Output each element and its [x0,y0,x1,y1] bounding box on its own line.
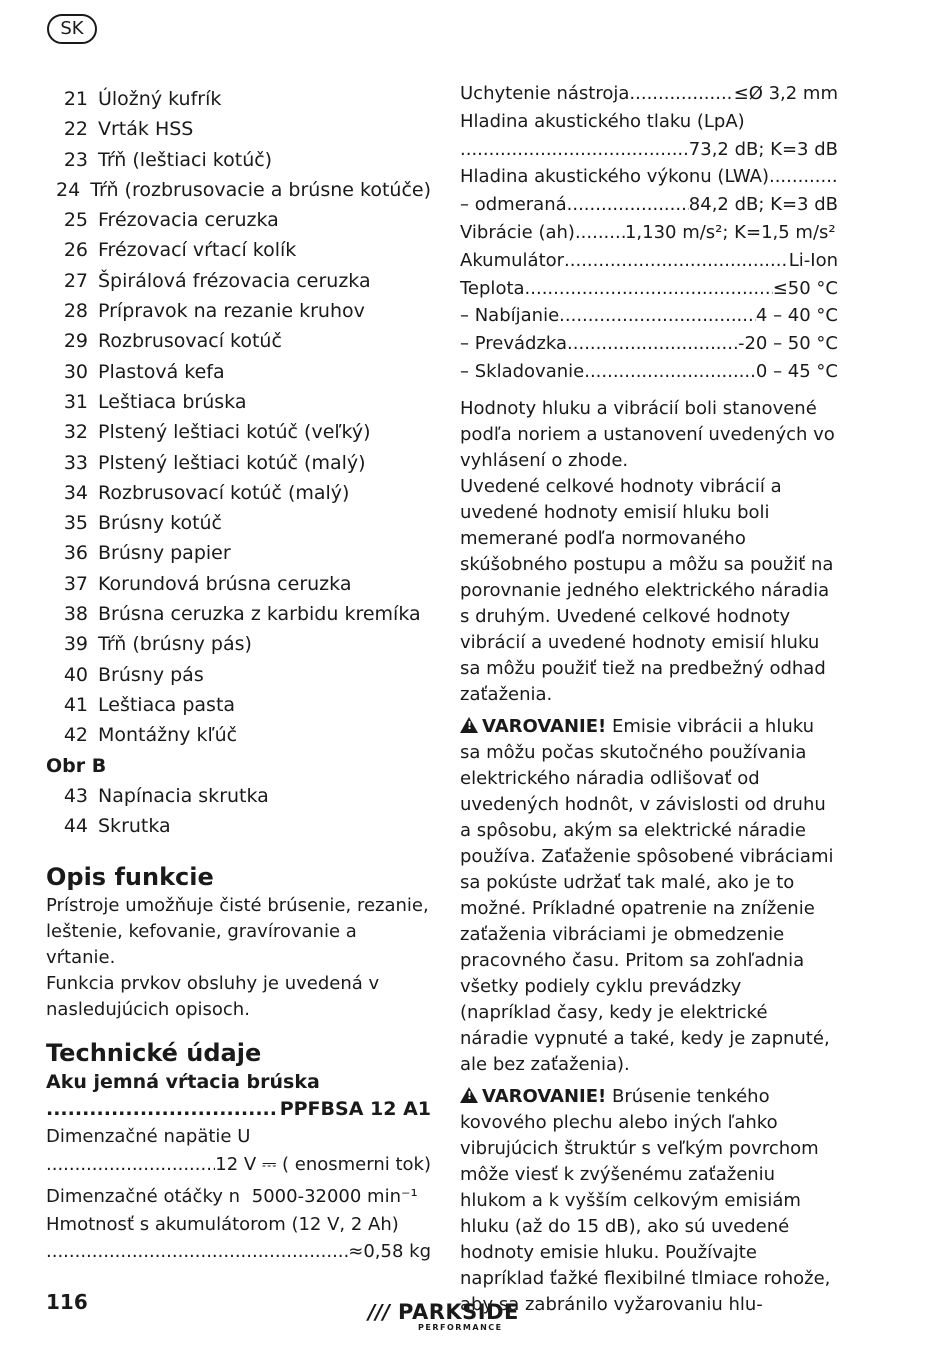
spec-power [460,191,838,219]
list-item [46,145,431,175]
item-number: 29 [63,330,88,353]
item-number: 34 [63,481,88,504]
spec-tool [460,80,838,108]
item-number: 41 [63,693,88,716]
model-line [46,1096,431,1123]
list-item [46,660,431,690]
warning-triangle-icon [460,1087,478,1103]
item-label: Tŕň (rozbrusovacie a brúsne kotúče) [90,178,431,201]
list-item [46,569,431,599]
item-label: Frézovací vŕtací kolík [98,239,297,262]
item-label: Leštiaca brúska [98,390,247,413]
list-item [46,296,431,326]
spec-value: Li-Ion [788,249,838,271]
noise-note-paragraph: Hodnoty hluku a vibrácií boli stanovené podľa noriem a ustanovení uvedených vo vyhlásení o zhode. [460,397,835,471]
warning-text: Emisie vibrácii a hluku sa môžu počas skutočného používania elektrického náradia odlišovať od uvedených hodnôt, v závislosti od druhu a spôsobu, akým sa elektrické náradie používa. Zaťaženie spôsobené vibráciami sa pokúste udržať tak malé, ako je to možné. Príkladné opatrenie na zníženie zaťaženia vibráciami je obmedzenie pracovného času. Pritom sa zohľadnia všetky podiely cyklu prevádzky (napríklad časy, kedy je elektrické náradie vypnuté a také, kedy je zapnuté, ale bez zaťaženia). [460,715,834,1075]
leader-dots [567,191,689,219]
item-number: 43 [63,784,88,807]
leader-dots [46,1096,276,1123]
list-item [46,690,431,720]
list-item [46,781,431,811]
spec-value: 73,2 dB; K=3 dB [688,138,838,160]
spec-label: Hladina akustického výkonu (LWA) [460,166,769,188]
list-item [46,629,431,659]
item-label: Brúsny pás [98,663,204,686]
item-label: Špirálová frézovacia ceruzka [98,269,371,292]
spec-pressure-label: Hladina akustického tlaku (LpA) [460,110,745,132]
item-number: 21 [63,88,88,110]
tech-heading: Technické údaje [46,1039,262,1068]
model-number: PPFBSA 12 A1 [279,1098,431,1121]
weight-label: Hmotnosť s akumulátorom (12 V, 2 Ah) [46,1213,399,1235]
spec-battery [460,247,838,275]
spec-value: 84,2 dB; K=3 dB [688,194,838,216]
list-item [46,417,431,447]
vibration-note-paragraph: Uvedené celkové hodnoty vibrácií a uvedené hodnoty emisií hluku boli memerané podľa normovaného skúšobného postupu a môžu sa použiť na porovnanie jedného elektrického náradia s druhým. Uvedené celkové hodnoty vibrácií a uvedené hodnoty emisií hluku sa môžu použiť tiež na predbežný odhad zaťaženia. [460,475,834,705]
item-number: 30 [63,360,88,383]
spec-label: Vibrácie (ah) [460,221,575,243]
list-item [46,599,431,629]
item-number: 27 [63,269,88,292]
item-number: 37 [63,572,88,595]
spec-value: 1,130 m/s²; K=1,5 m/s² [624,221,836,243]
item-label: Tŕň (brúsny pás) [98,633,252,656]
language-badge: SK [47,14,97,44]
list-item [46,448,431,478]
right-column [460,80,838,1318]
item-label: Rozbrusovací kotúč (malý) [98,481,350,504]
item-label: Brúsny papier [98,542,231,565]
spec-pressure [460,136,838,164]
weight-spec [46,1211,431,1267]
leader-dots [575,219,625,247]
item-label: Brúsny kotúč [98,512,223,535]
weight-value: ≈0,58 kg [348,1241,431,1263]
spec-operation [460,330,838,358]
spec-label: – odmeraná [460,194,567,216]
item-label: Brúsna ceruzka z karbidu kremíka [98,603,421,626]
item-number: 35 [63,512,88,535]
item-number: 22 [63,118,88,141]
item-label: Plastová kefa [98,360,225,383]
list-item [46,720,431,750]
obr-b-heading: Obr B [46,754,107,777]
logo-stripes: /// [368,1300,390,1324]
item-number: 44 [63,814,88,837]
item-number: 26 [63,239,88,262]
list-item [46,326,431,356]
parkside-logo [368,1300,518,1334]
parts-list [46,84,431,751]
item-label: Tŕň (leštiaci kotúč) [98,148,273,171]
list-item [46,84,431,114]
item-number: 36 [63,542,88,565]
spec-power-label-row [460,163,838,191]
item-label: Leštiaca pasta [98,693,236,716]
item-number: 33 [63,451,88,474]
list-item [46,175,431,205]
warning-label: VAROVANIE! [482,715,607,737]
spec-charging [460,302,838,330]
item-label: Vrták HSS [98,118,194,141]
list-item [46,114,431,144]
leader-dots [629,80,733,108]
list-item [46,266,431,296]
obr-b-list [46,781,431,842]
item-number: 42 [63,724,88,747]
speed-value: 5000-32000 min⁻¹ [251,1185,418,1207]
logo-brand: PARKSIDE [398,1300,519,1324]
leader-dots [525,275,773,303]
spec-temperature [460,275,838,303]
leader-dots [559,302,756,330]
item-number: 40 [63,663,88,686]
opis-paragraph-1: Prístroje umožňuje čisté brúsenie, rezanie, leštenie, kefovanie, gravírovanie a vŕtanie. [46,895,429,969]
leader-dots [584,358,756,386]
list-item [46,508,431,538]
speed-label: Dimenzačné otáčky n [46,1185,241,1207]
spec-label: Uchytenie nástroja [460,83,630,104]
warning-triangle-icon [460,717,478,733]
warning-label: VAROVANIE! [482,1085,607,1107]
warning-paragraph-1 [460,714,838,1078]
warning-paragraph-2 [460,1084,838,1318]
leader-dots [46,1238,348,1266]
spec-label: Teplota [460,277,525,299]
spec-label: – Prevádzka [460,333,568,355]
item-label: Plstený leštiaci kotúč (veľký) [98,421,371,444]
spec-value: ≤50 °C [772,277,838,299]
spec-label: – Nabíjanie [460,305,560,327]
spec-value: 0 – 45 °C [755,360,838,382]
list-item [46,811,431,841]
voltage-value: 12 V ⎓ ( enosmerni tok) [215,1153,431,1175]
list-item [46,538,431,568]
opis-heading: Opis funkcie [46,863,214,892]
product-name: Aku jemná vŕtacia brúska [46,1071,320,1094]
list-item [46,478,431,508]
voltage-spec [46,1123,431,1179]
item-label: Úložný kufrík [98,88,222,110]
item-label: Napínacia skrutka [98,784,269,807]
item-number: 31 [63,390,88,413]
item-label: Prípravok na rezanie kruhov [98,300,365,323]
item-label: Plstený leštiaci kotúč (malý) [98,451,366,474]
item-label: Frézovacia ceruzka [98,209,279,232]
list-item [46,387,431,417]
item-label: Skrutka [98,814,171,837]
item-number: 32 [63,421,88,444]
spec-value: -20 – 50 °C [737,333,838,355]
list-item [46,205,431,235]
item-number: 25 [63,209,88,232]
item-label: Korundová brúsna ceruzka [98,572,352,595]
logo-subtitle: PERFORMANCE [418,1323,503,1332]
left-column [46,84,431,1266]
leader-dots [46,1151,215,1179]
spec-storage [460,358,838,386]
speed-spec [46,1183,431,1211]
item-number: 24 [56,178,81,201]
spec-label: Akumulátor [460,249,565,271]
item-label: Rozbrusovací kotúč [98,330,282,353]
item-number: 23 [63,148,88,171]
spec-label: – Skladovanie [460,360,585,382]
spec-value: ≤Ø 3,2 mm [733,83,838,104]
item-number: 38 [63,603,88,626]
spec-table [460,80,838,386]
opis-paragraph-2: Funkcia prvkov obsluhy je uvedená v nasledujúcich opisoch. [46,973,380,1021]
leader-dots [564,247,789,275]
item-number: 39 [63,633,88,656]
voltage-label: Dimenzačné napätie U [46,1126,251,1148]
spec-value: 4 – 40 °C [755,305,838,327]
item-number: 28 [63,300,88,323]
spec-vibration [460,219,838,247]
list-item [46,235,431,265]
item-label: Montážny kľúč [98,724,238,747]
leader-dots [460,136,689,164]
warning-text: Brúsenie tenkého kovového plechu alebo iných ľahko vibrujúcich štruktúr s veľkým povrchom môže viesť k zvýšenému zaťaženiu hlukom a k vyšším celkovým emisiám hluku (až do 15 dB), ako sú uvedené hodnoty emisie hluku. Používajte napríklad ťažké flexibilné tlmiace rohože, aby sa zabránilo vyžarovaniu hlu- [460,1085,831,1315]
list-item [46,357,431,387]
leader-dots [567,330,738,358]
page-number: 116 [46,1290,88,1314]
leader-dots [769,163,838,191]
